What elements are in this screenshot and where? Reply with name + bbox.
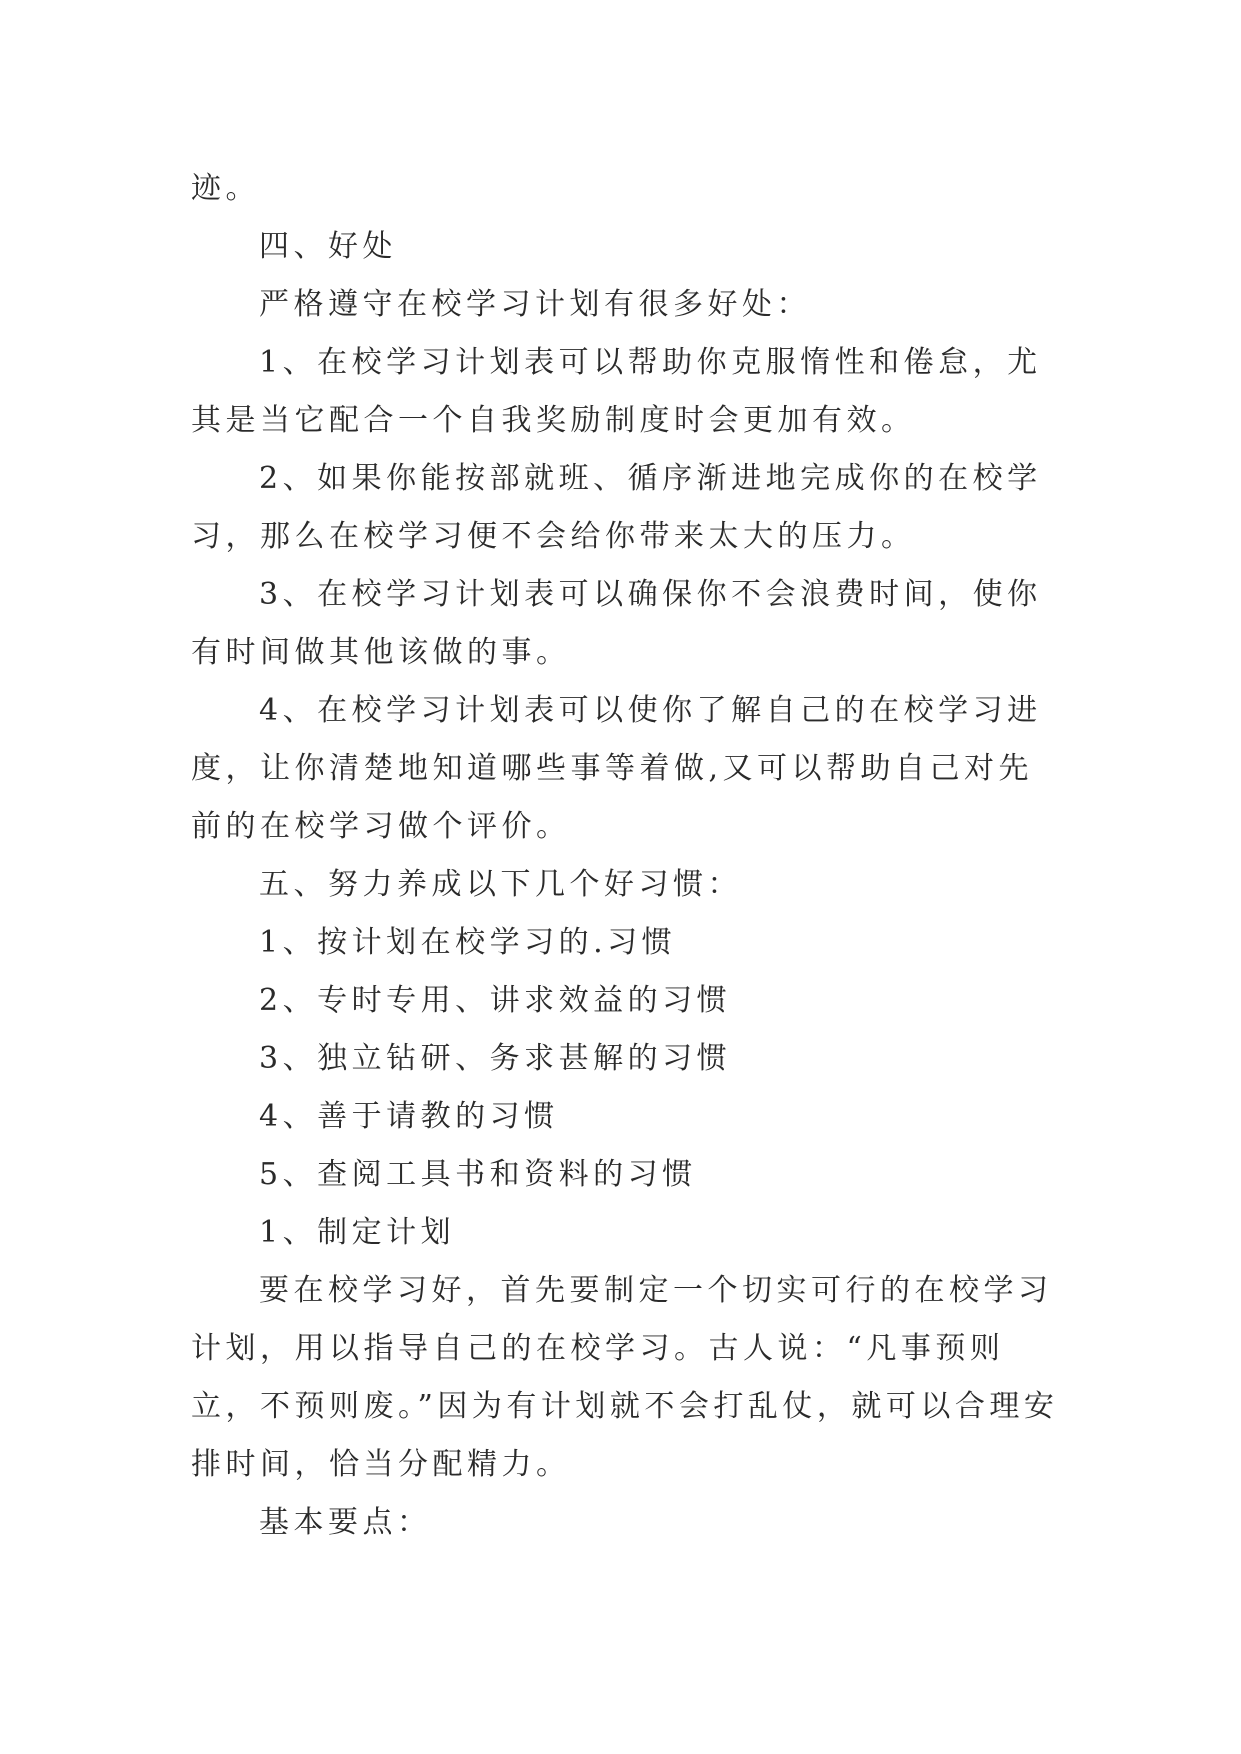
section-heading-benefits: 四、好处 — [259, 229, 397, 264]
subheading-make-plan: 1、制定计划 — [259, 1215, 456, 1250]
habit-item-1: 1、按计划在校学习的.习惯 — [259, 925, 677, 960]
paragraph-plan-explanation: 要在校学习好，首先要制定一个切实可行的在校学习计划，用以指导自己的在校学习。古人说：“凡事预则立，不预则废。”因为有计划就不会打乱仗，就可以合理安排时间，恰当分配精力。 — [191, 1273, 1059, 1482]
benefit-item-2: 2、如果你能按部就班、循序渐进地完成你的在校学习，那么在校学习便不会给你带来太大的压力。 — [191, 461, 1042, 554]
paragraph-benefits-intro: 严格遵守在校学习计划有很多好处： — [259, 287, 811, 322]
habit-item-4: 4、善于请教的习惯 — [259, 1099, 559, 1134]
benefit-item-1: 1、在校学习计划表可以帮助你克服惰性和倦怠，尤其是当它配合一个自我奖励制度时会更加有效。 — [191, 345, 1042, 438]
section-heading-habits: 五、努力养成以下几个好习惯： — [259, 867, 742, 902]
benefit-item-4: 4、在校学习计划表可以使你了解自己的在校学习进度，让你清楚地知道哪些事等着做,又可以帮助自己对先前的在校学习做个评价。 — [191, 693, 1042, 844]
habit-item-5: 5、查阅工具书和资料的习惯 — [259, 1157, 697, 1192]
paragraph-key-points: 基本要点： — [259, 1505, 432, 1540]
habit-item-2: 2、专时专用、讲求效益的习惯 — [259, 983, 732, 1018]
habit-item-3: 3、独立钻研、务求甚解的习惯 — [259, 1041, 732, 1076]
document-body — [191, 160, 1061, 1552]
benefit-item-3: 3、在校学习计划表可以确保你不会浪费时间，使你有时间做其他该做的事。 — [191, 577, 1042, 670]
paragraph-continuation: 迹。 — [191, 171, 260, 206]
